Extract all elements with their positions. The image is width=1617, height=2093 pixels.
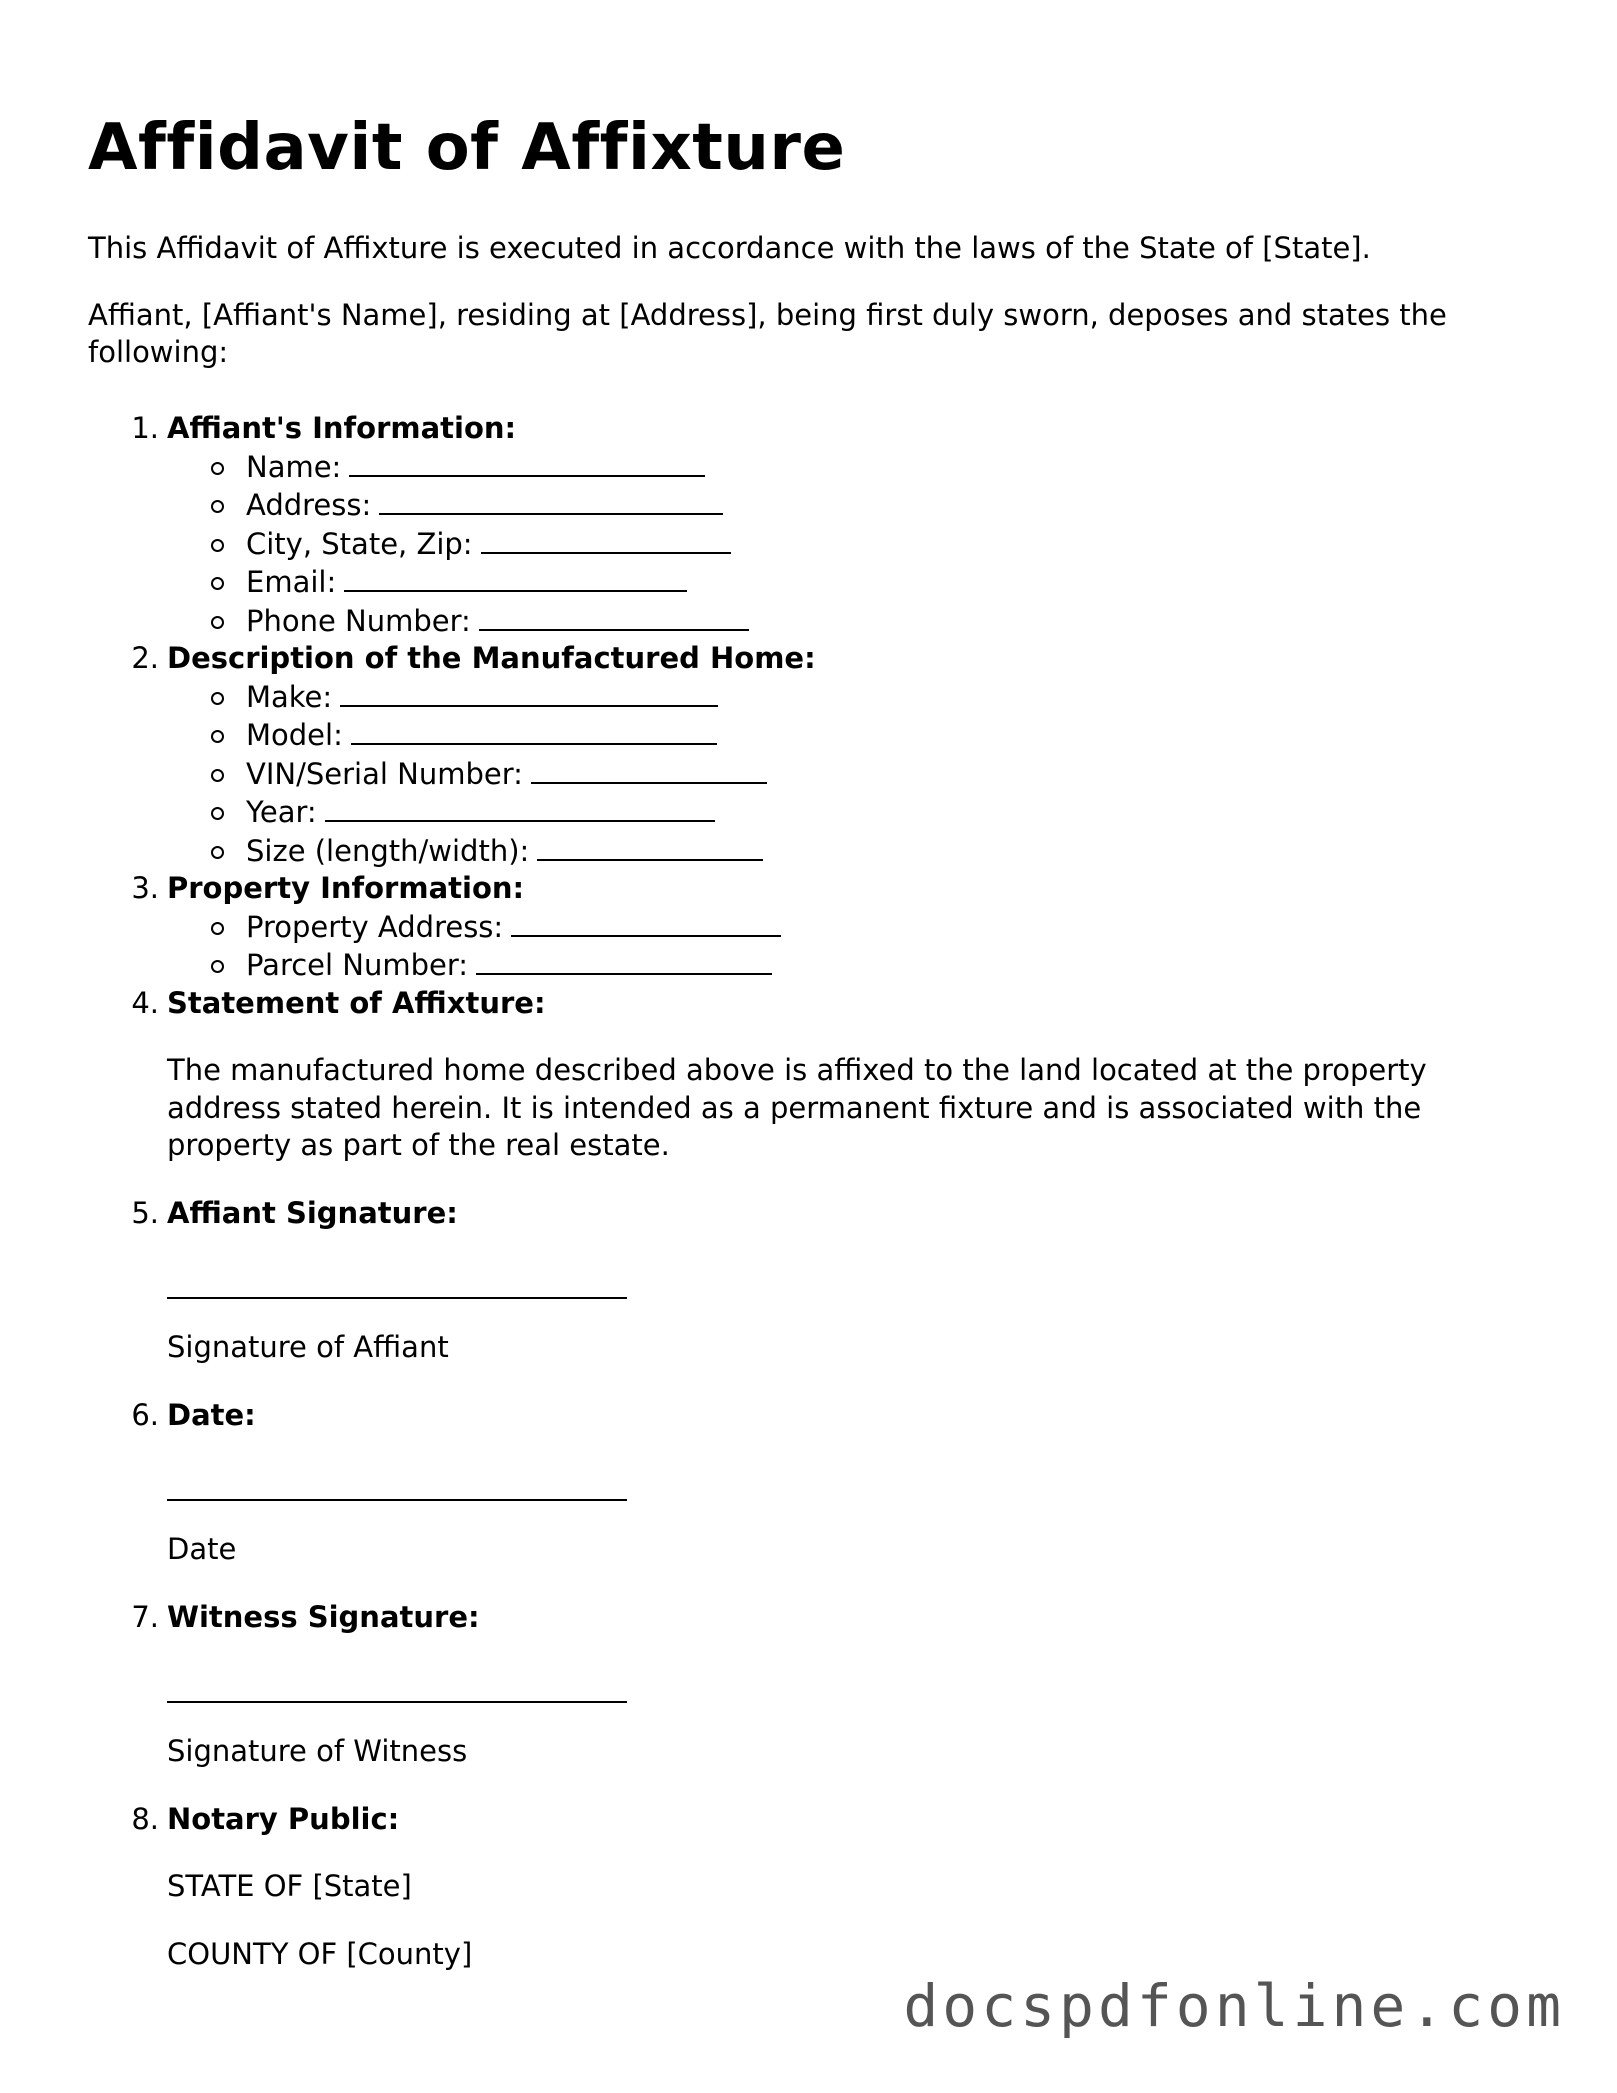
field-list (167, 678, 1528, 871)
field-label: Name: (246, 449, 342, 484)
vin-serial-number-blank[interactable] (531, 755, 767, 784)
field-property-address (167, 908, 1528, 947)
field-parcel-number (167, 946, 1528, 985)
parcel-number-blank[interactable] (476, 946, 772, 975)
affiant-signature-line[interactable] (167, 1269, 627, 1299)
field-name (167, 448, 1528, 487)
field-city-state-zip (167, 525, 1528, 564)
date-line[interactable] (167, 1471, 627, 1501)
section-number: 5. (131, 1195, 159, 1230)
year-blank[interactable] (325, 793, 715, 822)
section-title: Affiant's Information: (167, 411, 517, 445)
document-title: Affidavit of Affixture (88, 111, 846, 185)
phone-number-blank[interactable] (479, 602, 749, 631)
section-manufactured-home (88, 640, 1528, 870)
make-blank[interactable] (340, 678, 718, 707)
notary-state: STATE OF [State] (167, 1869, 412, 1903)
section-number: 1. (131, 411, 159, 445)
field-email (167, 563, 1528, 602)
section-title: Description of the Manufactured Home: (167, 641, 816, 675)
section-affiant-information (88, 410, 1528, 640)
section-number: 8. (131, 1801, 159, 1836)
signature-label: Signature of Witness (167, 1734, 468, 1768)
intro-paragraph: This Affidavit of Affixture is executed in accordance with the laws of the State of [State]. (88, 231, 1371, 265)
section-title: Notary Public: (167, 1801, 400, 1836)
section-statement-of-affixture (88, 985, 1528, 1165)
section-title: Witness Signature: (167, 1599, 480, 1634)
notary-county: COUNTY OF [County] (167, 1936, 473, 1971)
watermark: docspdfonline.com (903, 1972, 1565, 2040)
section-date (88, 1397, 1528, 1569)
field-label: Address: (246, 488, 372, 522)
field-label: VIN/Serial Number: (246, 756, 523, 791)
field-model (167, 716, 1528, 755)
city-state-zip-blank[interactable] (481, 525, 731, 554)
field-address (167, 486, 1528, 525)
field-phone-number (167, 602, 1528, 641)
section-number: 3. (131, 871, 159, 905)
affidavit-sections (88, 410, 1528, 1973)
field-label: Model: (246, 718, 343, 752)
field-label: Email: (246, 565, 337, 599)
name-blank[interactable] (349, 448, 705, 477)
field-list (167, 908, 1528, 985)
document-page (88, 110, 1528, 1973)
preamble-paragraph: Affiant, [Affiant's Name], residing at [Address], being first duly sworn, deposes and states the following: (88, 298, 1447, 369)
section-number: 4. (131, 985, 159, 1020)
email-blank[interactable] (344, 563, 687, 592)
model-blank[interactable] (351, 716, 717, 745)
date-label: Date (167, 1532, 237, 1566)
field-vin-serial-number (167, 755, 1528, 794)
field-label: Year: (246, 795, 317, 829)
section-number: 6. (131, 1397, 159, 1432)
section-title: Statement of Affixture: (167, 985, 546, 1020)
field-year (167, 793, 1528, 832)
field-label: Parcel Number: (246, 948, 469, 982)
statement-text: The manufactured home described above is affixed to the land located at the property address stated herein. It is intended as a permanent fixture and is associated with the property as part of the real estate. (167, 1053, 1427, 1162)
size-blank[interactable] (537, 832, 763, 861)
section-title: Property Information: (167, 871, 525, 905)
witness-signature-line[interactable] (167, 1673, 627, 1703)
section-property-information (88, 870, 1528, 985)
section-title: Date: (167, 1397, 256, 1432)
section-witness-signature (88, 1599, 1528, 1771)
field-label: Make: (246, 679, 333, 714)
field-label: Property Address: (246, 909, 504, 944)
section-affiant-signature (88, 1195, 1528, 1367)
section-notary-public (88, 1801, 1528, 1974)
field-make (167, 678, 1528, 717)
signature-label: Signature of Affiant (167, 1330, 449, 1364)
field-label: Size (length/width): (246, 833, 530, 868)
field-list (167, 448, 1528, 641)
section-title: Affiant Signature: (167, 1195, 458, 1230)
address-blank[interactable] (379, 486, 723, 515)
field-size (167, 832, 1528, 871)
field-label: Phone Number: (246, 603, 471, 638)
section-number: 2. (131, 641, 159, 675)
property-address-blank[interactable] (511, 908, 781, 937)
section-number: 7. (131, 1599, 159, 1634)
field-label: City, State, Zip: (246, 526, 473, 561)
